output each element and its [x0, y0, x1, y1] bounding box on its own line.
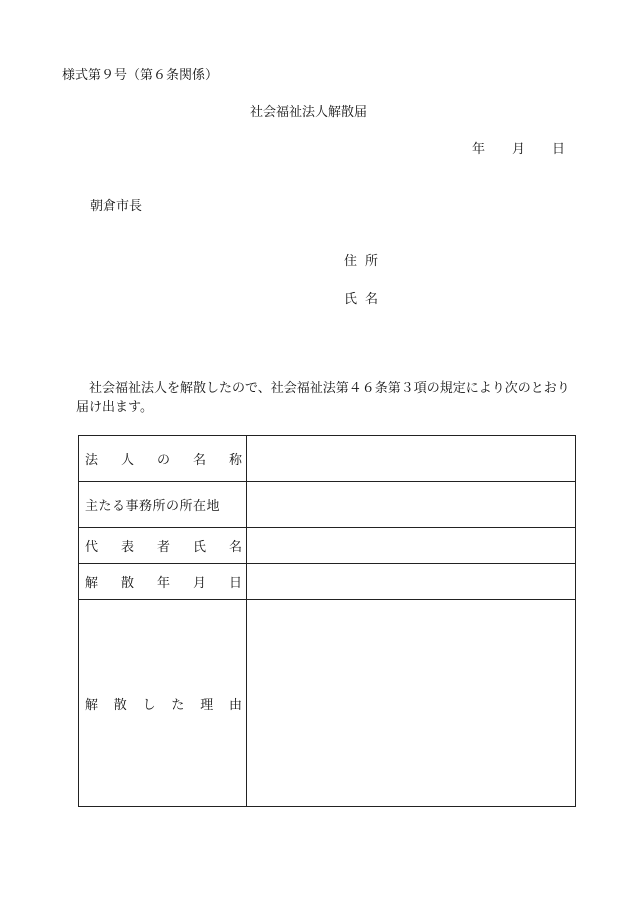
- label-char: 由: [228, 697, 242, 713]
- dissolution-info-table: [78, 435, 576, 807]
- table-row: [79, 564, 576, 600]
- table-row: [79, 528, 576, 564]
- date-year-label: 年: [472, 142, 486, 157]
- label-spread: [85, 449, 242, 468]
- label-char: 称: [228, 453, 242, 468]
- label-char: 法: [85, 453, 99, 468]
- label-char: 散: [120, 576, 134, 591]
- label-char: 名: [228, 540, 242, 555]
- label-spread: [85, 694, 242, 713]
- label-char: 年: [156, 576, 170, 591]
- label-char: 理: [200, 697, 214, 713]
- label-char: 月: [192, 576, 206, 591]
- date-line: [472, 138, 565, 157]
- label-char: 人: [120, 453, 134, 468]
- row-label-corporation-name: [79, 436, 247, 482]
- label-char: 名: [192, 453, 206, 468]
- addressee: 朝倉市長: [90, 199, 143, 214]
- row-label-representative-name: [79, 528, 247, 564]
- table-row: [79, 600, 576, 807]
- applicant-address-label: 住所: [344, 254, 387, 269]
- declaration-text: 社会福祉法人を解散したので、社会福祉法第４６条第３項の規定により次のとおり届け出ます。: [76, 381, 570, 415]
- label-char: た: [171, 697, 185, 713]
- label-char: 日: [228, 576, 242, 591]
- label-char: の: [156, 453, 170, 468]
- label-char: 者: [156, 540, 170, 555]
- row-label-dissolution-reason: [79, 600, 247, 807]
- label-char: 表: [120, 540, 134, 555]
- label-char: 代: [85, 540, 99, 555]
- dissolution-date-field[interactable]: [247, 564, 576, 600]
- date-day-label: 日: [552, 142, 566, 157]
- label-char: 解: [85, 576, 99, 591]
- table-row: [79, 482, 576, 528]
- form-number: 様式第９号（第６条関係）: [62, 68, 219, 83]
- label-char: 解: [85, 697, 99, 713]
- table-row: [79, 436, 576, 482]
- label-spread: [85, 536, 242, 555]
- label-text: 主たる事務所の所在地: [85, 499, 221, 514]
- representative-name-field[interactable]: [247, 528, 576, 564]
- label-spread: [85, 572, 242, 591]
- row-label-dissolution-date: [79, 564, 247, 600]
- label-char: し: [142, 697, 156, 713]
- corporation-name-field[interactable]: [247, 436, 576, 482]
- row-label-main-office-address: [79, 482, 247, 528]
- label-char: 散: [113, 697, 127, 713]
- label-char: 氏: [192, 540, 206, 555]
- date-month-label: 月: [512, 142, 526, 157]
- applicant-name-label: 氏名: [344, 292, 387, 307]
- main-office-address-field[interactable]: [247, 482, 576, 528]
- document-title: 社会福祉法人解散届: [250, 105, 368, 120]
- dissolution-reason-field[interactable]: [247, 600, 576, 807]
